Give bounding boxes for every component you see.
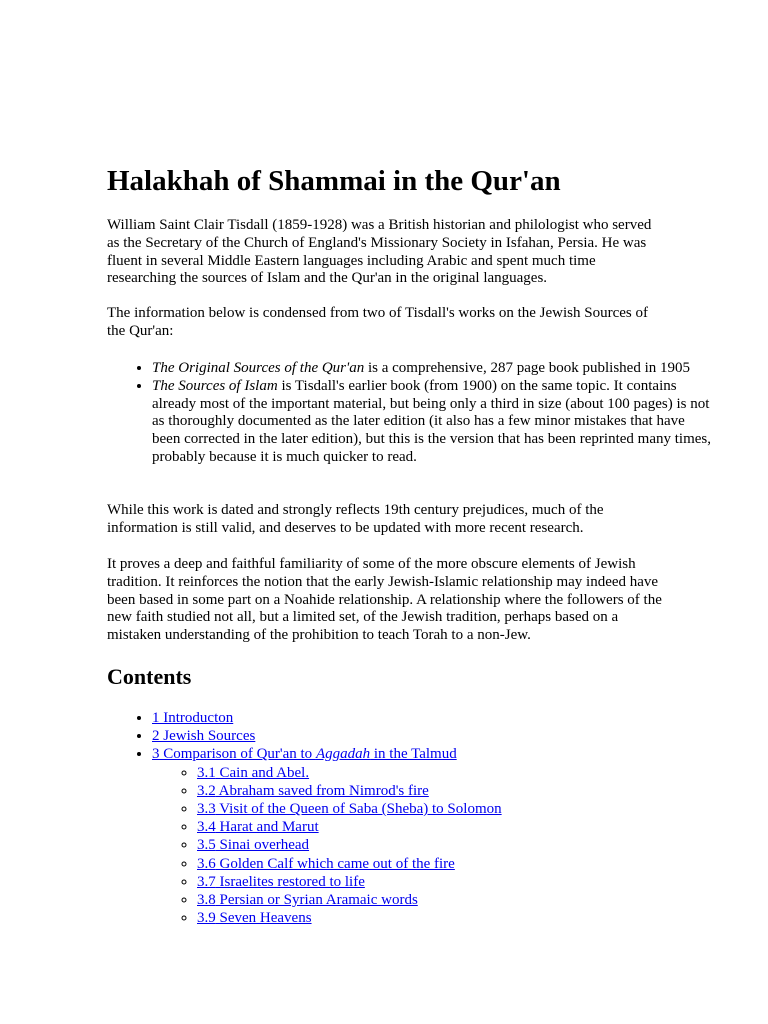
toc-label: Abraham saved from Nimrod's fire bbox=[215, 782, 429, 799]
toc-label-emphasis: Aggadah bbox=[315, 746, 371, 763]
toc-link-aramaic-words[interactable] bbox=[197, 892, 418, 908]
toc-label: Seven Heavens bbox=[215, 910, 312, 927]
toc-number: 3.7 bbox=[197, 873, 216, 890]
proves-paragraph: It proves a deep and faithful familiarity of some of the more obscure elements of Jewish tradition. It reinforces the notion that the early Jewish-Islamic relationship may indeed have been based in some part on a Noahide relationship. A relationship where the followers of the new faith studied not all, but a limited set, of the Jewish tradition, perhaps based on a mistaken understanding of the prohibition to teach Torah to a non-Jew. bbox=[107, 556, 662, 644]
toc-label: in the Talmud bbox=[370, 746, 457, 763]
toc-item bbox=[152, 745, 712, 927]
book-title: The Sources of Islam bbox=[152, 377, 278, 394]
toc-subitem bbox=[197, 909, 712, 927]
book-description: is Tisdall's earlier book (from 1900) on the same topic. It contains already most of the important material, but being only a third in size (about 100 pages) is not as thoroughly documented as the later edition (it also has a few minor mistakes that have been corrected in the later edition), but this is the version that has been reprinted many times, probably because it is much quicker to read. bbox=[152, 377, 711, 465]
book-description: is a comprehensive, 287 page book published in 1905 bbox=[364, 360, 691, 376]
books-list bbox=[107, 360, 712, 467]
page-title: Halakhah of Shammai in the Qur'an bbox=[107, 165, 561, 197]
toc-number: 3 bbox=[152, 746, 160, 763]
toc-link-harat-marut[interactable] bbox=[197, 819, 319, 835]
toc-number: 3.3 bbox=[197, 801, 216, 818]
toc-link-comparison[interactable] bbox=[152, 746, 457, 762]
toc-number: 2 bbox=[152, 728, 160, 745]
toc-subitem bbox=[197, 855, 712, 873]
toc-number: 3.6 bbox=[197, 855, 216, 872]
toc-number: 1 bbox=[152, 710, 160, 726]
toc-number: 3.2 bbox=[197, 782, 216, 799]
info-paragraph: The information below is condensed from two of Tisdall's works on the Jewish Sources of the Qur'an: bbox=[107, 305, 648, 339]
toc-subitem bbox=[197, 782, 712, 800]
toc-subitem bbox=[197, 818, 712, 836]
book-title: The Original Sources of the Qur'an bbox=[152, 360, 365, 376]
toc-label: Comparison of Qur'an to bbox=[159, 746, 316, 763]
toc-subitem bbox=[197, 800, 712, 818]
toc-number: 3.9 bbox=[197, 910, 216, 927]
list-item bbox=[152, 360, 712, 378]
toc-item bbox=[152, 709, 712, 727]
toc-label: Visit of the Queen of Saba (Sheba) to Solomon bbox=[215, 801, 502, 818]
toc-label: Cain and Abel. bbox=[215, 764, 310, 781]
toc-label: Introducton bbox=[159, 710, 234, 726]
list-item bbox=[152, 378, 712, 467]
toc-link-israelites[interactable] bbox=[197, 874, 365, 890]
dated-paragraph: While this work is dated and strongly reflects 19th century prejudices, much of the information is still valid, and deserves to be updated with more recent research. bbox=[107, 502, 604, 536]
toc-label: Persian or Syrian Aramaic words bbox=[215, 892, 418, 909]
toc-number: 3.1 bbox=[197, 764, 216, 781]
toc-link-queen-of-saba[interactable] bbox=[197, 801, 502, 817]
toc-link-sinai[interactable] bbox=[197, 837, 309, 853]
toc-number: 3.5 bbox=[197, 837, 216, 854]
toc-item bbox=[152, 727, 712, 745]
toc-subitem bbox=[197, 836, 712, 854]
table-of-contents bbox=[107, 709, 712, 927]
contents-heading: Contents bbox=[107, 664, 192, 689]
toc-label: Golden Calf which came out of the fire bbox=[215, 855, 455, 872]
toc-link-golden-calf[interactable] bbox=[197, 856, 455, 872]
toc-label: Sinai overhead bbox=[215, 837, 310, 854]
toc-link-introduction[interactable] bbox=[152, 710, 233, 726]
toc-link-seven-heavens[interactable] bbox=[197, 910, 312, 926]
toc-subitem bbox=[197, 873, 712, 891]
toc-label: Harat and Marut bbox=[215, 819, 319, 836]
toc-subitem bbox=[197, 764, 712, 782]
toc-label: Israelites restored to life bbox=[215, 873, 365, 890]
toc-subitem bbox=[197, 891, 712, 909]
toc-sublist bbox=[152, 764, 712, 928]
toc-number: 3.4 bbox=[197, 819, 216, 836]
toc-link-jewish-sources[interactable] bbox=[152, 728, 255, 744]
toc-label: Jewish Sources bbox=[159, 728, 256, 745]
toc-link-abraham[interactable] bbox=[197, 783, 429, 799]
toc-number: 3.8 bbox=[197, 892, 216, 909]
toc-link-cain-abel[interactable] bbox=[197, 765, 309, 781]
intro-paragraph: William Saint Clair Tisdall (1859-1928) was a British historian and philologist who served as the Secretary of the Church of England's Missionary Society in Isfahan, Persia. He was fluent in several Middle Eastern languages including Arabic and spent much time researching the sources of Islam and the Qur'an in the original languages. bbox=[107, 217, 652, 287]
